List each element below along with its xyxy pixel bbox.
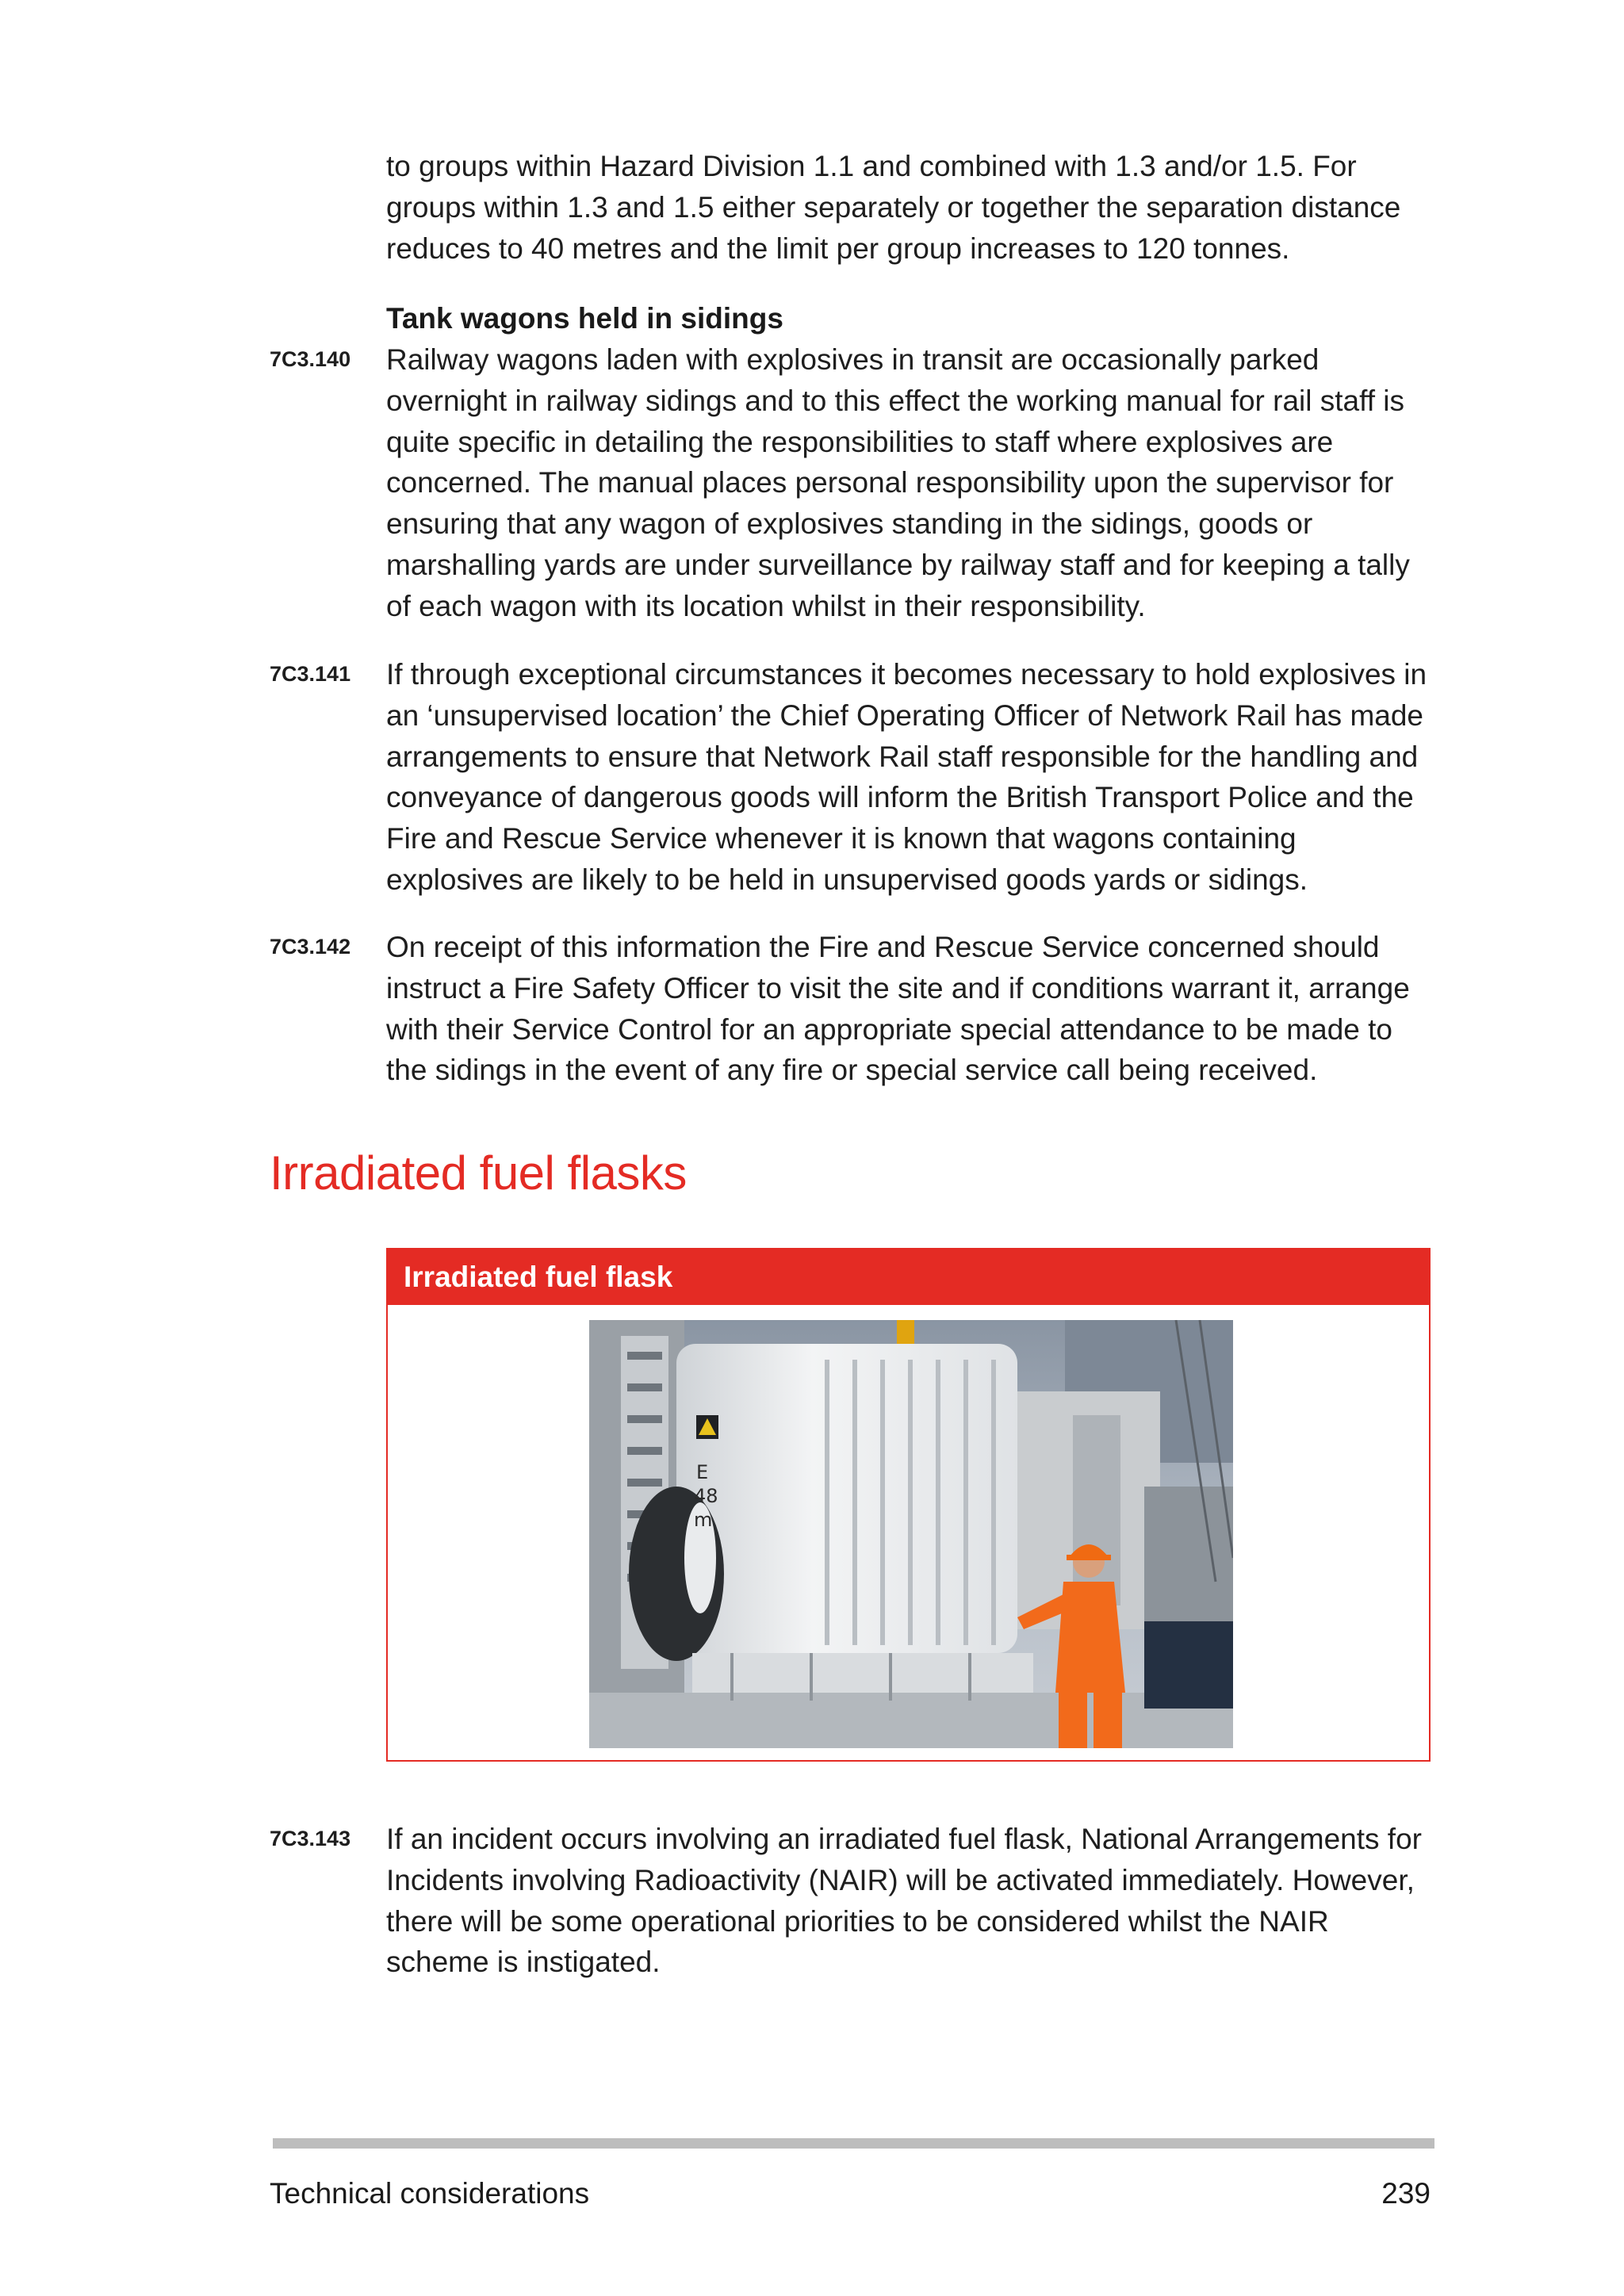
paragraph-number: 7C3.142 xyxy=(270,935,351,959)
paragraph-text: If through exceptional circumstances it becomes necessary to hold explosives in an ‘unsupervised location’ the Chief Operating Officer of Network Rail has made arrangements to ensure that Network Rail staff responsible for the handling and conveyance of dangerous goods will inform the British Transport Police and the Fire and Rescue Service whenever it is known that wagons containing explosives are likely to be held in unsupervised goods yards or sidings. xyxy=(386,658,1427,896)
footer-section-name: Technical considerations xyxy=(270,2177,590,2210)
flask-unit: m xyxy=(694,1509,713,1531)
figure-box xyxy=(386,1248,1431,1762)
flask-number: 48 xyxy=(694,1485,718,1507)
fuel-flask-photo xyxy=(589,1320,1233,1748)
subheading-tank-wagons: Tank wagons held in sidings xyxy=(386,302,783,335)
paragraph-7c3-141 xyxy=(386,654,1433,901)
intro-paragraph: to groups within Hazard Division 1.1 and combined with 1.3 and/or 1.5. For groups within 1.3 and 1.5 either separately or together the separation distance reduces to 40 metres and the limit per group increases to 120 tonnes. xyxy=(386,150,1401,265)
intro-block xyxy=(386,146,1433,269)
paragraph-7c3-140 xyxy=(386,339,1433,627)
footer-page-number: 239 xyxy=(1381,2177,1431,2210)
paragraph-7c3-142 xyxy=(386,927,1433,1091)
paragraph-text: On receipt of this information the Fire and Rescue Service concerned should instruct a Fire Safety Officer to visit the site and if conditions warrant it, arrange with their Service Control for an appropriate special attendance to be made to the sidings in the event of any fire or special service call being received. xyxy=(386,931,1410,1087)
paragraph-text: If an incident occurs involving an irradiated fuel flask, National Arrangements for Incidents involving Radioactivity (NAIR) will be activated immediately. However, there will be some operational priorities to be considered whilst the NAIR scheme is instigated. xyxy=(386,1823,1422,1979)
section-title: Irradiated fuel flasks xyxy=(270,1146,687,1200)
figure-caption: Irradiated fuel flask xyxy=(388,1249,1429,1305)
footer-rule xyxy=(273,2138,1434,2149)
paragraph-text: Railway wagons laden with explosives in transit are occasionally parked overnight in railway sidings and to this effect the working manual for rail staff is quite specific in detailing the responsibilities to staff where explosives are concerned. The manual places personal responsibility upon the supervisor for ensuring that any wagon of explosives standing in the sidings, goods or marshalling yards are under surveillance by railway staff and for keeping a tally of each wagon with its location whilst in their responsibility. xyxy=(386,343,1410,622)
paragraph-number: 7C3.141 xyxy=(270,662,351,686)
paragraph-number: 7C3.140 xyxy=(270,347,351,371)
paragraph-number: 7C3.143 xyxy=(270,1827,351,1850)
paragraph-7c3-143 xyxy=(386,1819,1433,1983)
flask-letter: E xyxy=(696,1461,709,1483)
